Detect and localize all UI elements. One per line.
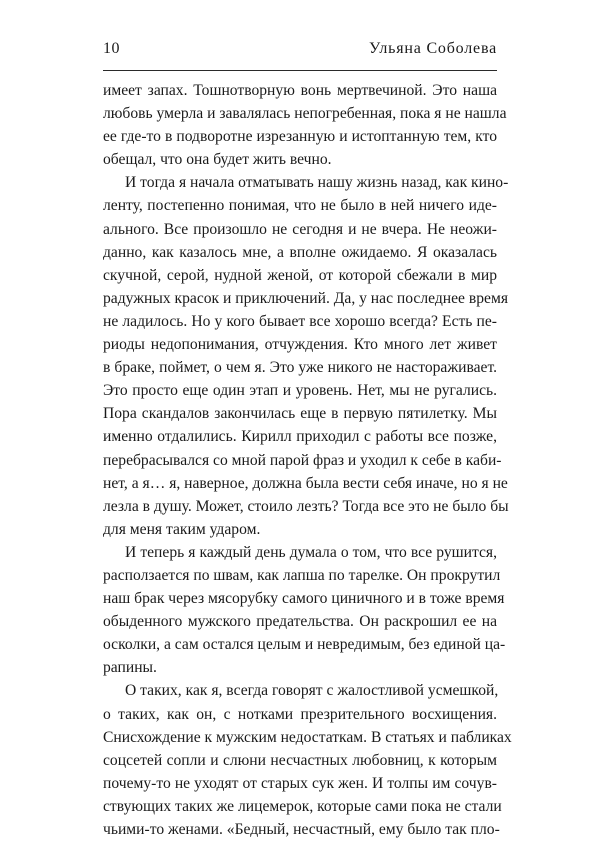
paragraph-first-line: И тогда я начала отматывать нашу жизнь назад, как кино- [125, 174, 509, 192]
text-line: нет, а я… я, наверное, должна была вести себя иначе, но я не [103, 474, 508, 492]
text-line: рапины. [103, 659, 157, 677]
text-line: радужных красок и приключений. Да, у нас последнее время [103, 289, 508, 307]
body-text [103, 79, 512, 841]
text-line: данно, как казалось мне, а вполне ожидаемо. Я оказалась [103, 243, 497, 261]
text-line: ствующих таких же лицемерок, которые сами пока не стали [103, 797, 502, 815]
text-line: соцсетей сопли и слюни несчастных любовниц, к которым [103, 751, 497, 769]
text-line: расползается по швам, как лапша по тарелке. Он прокрутил [103, 566, 501, 584]
text-line: ленту, постепенно понимая, что не было в ней ничего иде- [103, 197, 497, 215]
text-line: в браке, поймет, о чем я. Это уже никого не настораживает. [103, 359, 497, 377]
text-line: ее где-то в подворотне изрезанную и истоптанную тем, кто [103, 128, 497, 146]
text-line: не ладилось. Но у кого бывает все хорошо всегда? Есть пе- [103, 312, 497, 330]
text-line: Пора скандалов закончилась еще в первую пятилетку. Мы [103, 405, 497, 423]
text-line: осколки, а сам остался целым и невредимым, без единой ца- [103, 636, 506, 654]
text-line: Снисхождение к мужским недостаткам. В статьях и пабликах [103, 728, 512, 746]
text-line: чьими-то женами. «Бедный, несчастный, ему было так пло- [103, 821, 500, 838]
running-head-author: Ульяна Соболева [369, 40, 497, 57]
text-line: ального. Все произошло не сегодня и не вчера. Не неожи- [103, 220, 497, 238]
text-line: для меня таким ударом. [103, 520, 261, 538]
page-number: 10 [103, 40, 120, 57]
paragraph-first-line: О таких, как я, всегда говорят с жалостливой усмешкой, [125, 682, 499, 700]
text-line: скучной, серой, нудной женой, от которой сбежали в мир [103, 266, 497, 284]
text-line: наш брак через мясорубку самого циничного и в тоже время [103, 590, 505, 608]
text-line: Это просто еще один этап и уровень. Нет, мы не ругались. [103, 382, 497, 400]
text-line: о таких, как он, с нотками презрительного восхищения. [103, 705, 497, 723]
text-line: почему-то не уходят от старых сук жен. И толпы им сочув- [103, 774, 497, 792]
paragraph-first-line: И теперь я каждый день думала о том, что все рушится, [125, 543, 497, 561]
text-line: риоды недопонимания, отчуждения. Кто много лет живет [103, 336, 497, 354]
text-line: именно отдалились. Кирилл приходил с работы все позже, [103, 428, 497, 446]
page-header [103, 40, 497, 71]
text-line: перебрасывался со мной парой фраз и уходил к себе в каби- [103, 451, 502, 469]
text-line: обыденного мужского предательства. Он раскрошил ее на [103, 613, 497, 631]
text-line: лезла в душу. Может, стоило лезть? Тогда все это не было бы [103, 497, 509, 515]
text-line: любовь умерла и завалялась непогребенная, пока я не нашла [103, 105, 507, 123]
text-line: обещал, что она будет жить вечно. [103, 151, 332, 169]
text-line: имеет запах. Тошнотворную вонь мертвечиной. Это наша [103, 82, 497, 99]
